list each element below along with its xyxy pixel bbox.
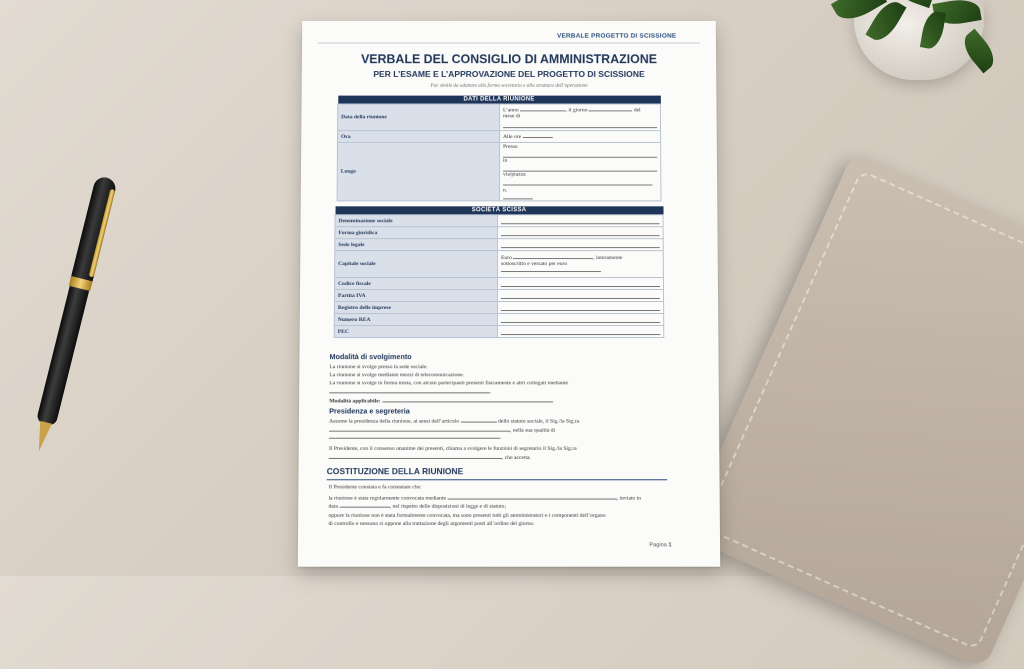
company-row-label: Codice fiscale [335, 278, 498, 290]
pen-tip [33, 421, 52, 453]
company-row-field[interactable] [498, 239, 664, 251]
presidenza-line: Il Presidente, con il consenso unanime dei presenti, chiama a svolgere le funzioni di segretario il Sig./la Sig.ra [328, 445, 577, 452]
company-row-label: PEC [334, 326, 497, 338]
time-field[interactable] [500, 131, 661, 143]
date-label: Data della riunione [338, 104, 500, 131]
costituzione-line: Il Presidente constata e fa constatare che: [328, 484, 422, 491]
presidenza-text-b: dello statuto sociale, il Sig./la Sig.ra [498, 418, 580, 425]
document-page [298, 21, 720, 567]
company-row-field[interactable] [497, 314, 663, 326]
company-row-label: Partita IVA [334, 290, 497, 302]
header-tag: VERBALE PROGETTO DI SCISSIONE [556, 32, 677, 40]
modalita-line: La riunione si svolge mediante mezzi di telecomunicazione. [329, 372, 465, 379]
capital-subscribed-text: sottoscritto e versato per euro [501, 260, 568, 267]
document-title: VERBALE DEL CONSIGLIO DI AMMINISTRAZIONE [360, 52, 658, 67]
company-row-field[interactable] [497, 326, 663, 338]
potted-plant [794, 0, 994, 110]
presidenza-text-a: Assume la presidenza della riunione, ai sensi dell’articolo [329, 418, 460, 425]
company-heading: SOCIETÀ SCISSA [335, 206, 663, 214]
date-year-text: L’anno [503, 106, 519, 113]
presidenza-text-accetta: , che accetta. [501, 454, 532, 462]
date-day-text: , il giorno [565, 106, 588, 113]
costituzione-text-b: , inviato in [616, 495, 642, 502]
costituzione-text-rispetto: , nel rispetto delle disposizioni di legge e di statuto; [389, 503, 506, 510]
place-via-text: via/piazza [503, 171, 526, 178]
costituzione-text-a: la riunione è stata regolarmente convocata mediante [328, 495, 446, 502]
capital-fully-text: , interamente [593, 254, 623, 261]
modalita-line: La riunione si svolge presso la sede sociale. [329, 364, 428, 371]
costituzione-line[interactable] [328, 503, 506, 512]
page-number [649, 542, 671, 548]
modalita-applicable[interactable] [329, 396, 553, 405]
page-number-value: 1 [668, 542, 672, 549]
company-row-label: Numero REA [334, 314, 497, 326]
costituzione-text-data: data [328, 503, 338, 510]
company-row-field[interactable] [498, 227, 664, 239]
company-table [334, 206, 665, 338]
place-label: Luogo [337, 142, 499, 200]
place-field[interactable] [500, 142, 661, 200]
place-in-text: in [503, 157, 508, 164]
place-number-text: n. [503, 187, 508, 194]
page-label: Pagina [649, 542, 667, 549]
modalita-applicable-label: Modalità applicabile: [329, 398, 381, 405]
presidenza-line[interactable] [329, 453, 531, 463]
date-of-text: del [633, 106, 641, 113]
modalita-blank-line[interactable]: . [329, 387, 491, 396]
modalita-line: La riunione si svolge in forma mista, con alcuni partecipanti presenti fisicamente e altri collegati mediante [329, 380, 569, 387]
place-presso-text: Presso [503, 143, 518, 150]
modalita-heading: Modalità di svolgimento [329, 352, 412, 362]
company-row-label: Denominazione sociale [335, 215, 498, 227]
company-row-label: Capitale sociale [335, 251, 498, 278]
company-row-label: Sede legale [335, 239, 498, 251]
date-month-text: mese di [503, 112, 521, 119]
meeting-data-heading: DATI DELLA RIUNIONE [338, 96, 661, 104]
date-field[interactable] [500, 104, 661, 131]
company-row-label: Forma giuridica [335, 227, 498, 239]
header-rule [318, 43, 700, 44]
time-text: Alle ore [503, 133, 522, 140]
template-note: Fac simile da adattare alla forma societaria e alla struttura dell’operazione [430, 82, 588, 89]
company-row-label: Registro delle imprese [334, 301, 497, 313]
capital-euro-text: Euro [501, 254, 512, 261]
costituzione-line: oppure la riunione non è stata formalmente convocata, ma sono presenti tutti gli amministratori e i componenti dell’organo [328, 512, 606, 519]
costituzione-line: di controllo e nessuno si oppone alla trattazione degli argomenti posti all’ordine del giorno. [328, 520, 535, 527]
company-row-field[interactable] [497, 301, 663, 313]
presidenza-heading: Presidenza e segreteria [329, 406, 410, 416]
presidenza-text-qualita: , nella sua qualità di [510, 427, 556, 434]
meeting-data-table [337, 96, 662, 202]
time-label: Ora [337, 131, 499, 143]
company-row-field[interactable] [498, 215, 664, 227]
presidenza-blank-line[interactable]: . [329, 433, 501, 443]
costituzione-heading: COSTITUZIONE DELLA RIUNIONE [327, 466, 667, 480]
capital-field[interactable] [498, 251, 664, 278]
document-subtitle: PER L’ESAME E L’APPROVAZIONE DEL PROGETTO DI SCISSIONE [373, 69, 645, 79]
company-row-field[interactable] [497, 290, 663, 302]
company-row-field[interactable] [498, 278, 664, 290]
